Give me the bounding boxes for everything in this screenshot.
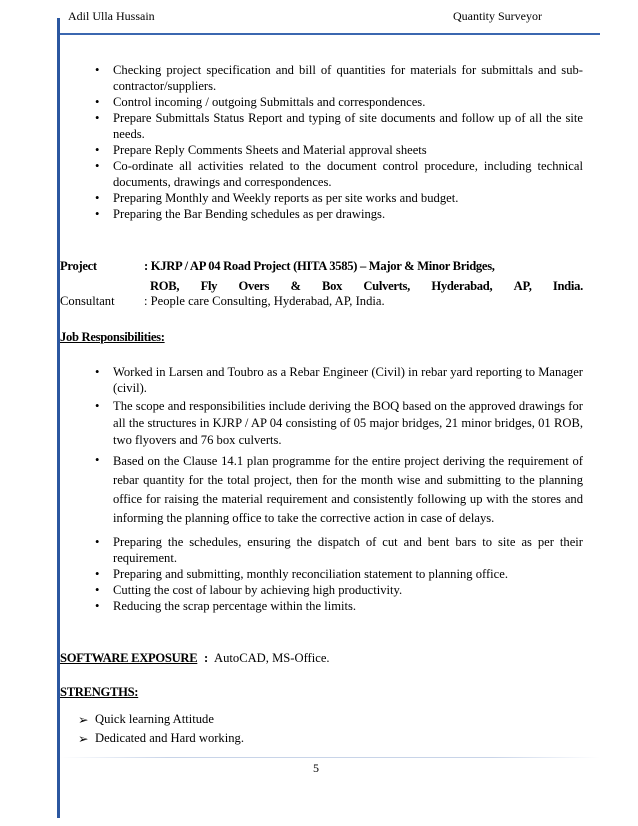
bullet-icon: • [95, 599, 100, 613]
list-item: • Worked in Larsen and Toubro as a Rebar Engineer (Civil) in rebar yard reporting to Manager (civil). [95, 365, 583, 395]
bullet-icon: • [95, 365, 100, 379]
list-item: • Checking project specification and bill of quantities for materials for submittals and sub-contractor/suppliers. [95, 63, 583, 93]
arrow-bullet-icon: ➢ [78, 713, 89, 727]
bullet-icon: • [95, 583, 100, 597]
list-item: • Preparing the schedules, ensuring the dispatch of cut and bent bars to site as per their requirement. [95, 535, 583, 565]
header-role: Quantity Surveyor [453, 9, 542, 23]
bullet-icon: • [95, 567, 100, 581]
list-item: • Preparing Monthly and Weekly reports as per site works and budget. [95, 191, 459, 205]
bullet-icon: • [95, 63, 100, 77]
job-responsibilities-list [95, 364, 583, 614]
consultant-label: Consultant [60, 294, 115, 308]
project-label: Project [60, 259, 97, 273]
list-item: • Prepare Submittals Status Report and typing of site documents and follow up of all the site needs. [95, 111, 583, 141]
job-responsibilities-heading: Job Responsibilities: [60, 330, 165, 344]
bullet-icon: • [95, 207, 100, 221]
project-title-line1: : KJRP / AP 04 Road Project (HITA 3585) – Major & Minor Bridges, [144, 259, 495, 273]
bullet-icon: • [95, 191, 100, 205]
list-item: • Preparing and submitting, monthly reconciliation statement to planning office. [95, 567, 508, 581]
strength-item: Quick learning Attitude [95, 712, 214, 726]
page-number: 5 [313, 761, 319, 775]
duties-list [95, 62, 583, 222]
bullet-icon: • [95, 159, 100, 173]
strength-item: Dedicated and Hard working. [95, 731, 244, 745]
list-item: • Prepare Reply Comments Sheets and Material approval sheets [95, 143, 427, 157]
bullet-icon: • [95, 143, 100, 157]
list-item: • Co-ordinate all activities related to the document control procedure, including technical documents, drawings and correspondences. [95, 159, 583, 189]
bullet-icon: • [95, 111, 100, 125]
strengths-heading: STRENGTHS: [60, 685, 139, 699]
bullet-icon: • [95, 453, 100, 467]
list-item: • Preparing the Bar Bending schedules as per drawings. [95, 207, 386, 221]
software-exposure-label: SOFTWARE EXPOSURE [60, 651, 198, 665]
project-title-line2: ROB, Fly Overs & Box Culverts, Hyderabad, AP, India. [150, 279, 583, 293]
header-rule [60, 33, 600, 35]
arrow-bullet-icon: ➢ [78, 732, 89, 746]
bullet-icon: • [95, 95, 100, 109]
header-name: Adil Ulla Hussain [68, 9, 155, 23]
bullet-icon: • [95, 535, 100, 549]
consultant-value: : People care Consulting, Hyderabad, AP, India. [144, 294, 385, 308]
list-item: • Cutting the cost of labour by achieving high productivity. [95, 583, 403, 597]
list-item: • Based on the Clause 14.1 plan programme for the entire project deriving the requirement of rebar quantity for the total project, then for the month wise and submitting to the planning office for raising the material requirement and consistently following up with the stores and informing the planning office to take the corrective action in case of delays. [95, 453, 583, 525]
list-item: • The scope and responsibilities include deriving the BOQ based on the approved drawings for all the structures in KJRP / AP 04 consisting of 05 major bridges, 21 minor bridges, 01 ROB, two flyovers and 76 box culverts. [95, 399, 583, 447]
bullet-icon: • [95, 399, 100, 413]
footer-rule [60, 757, 600, 758]
list-item: • Reducing the scrap percentage within the limits. [95, 599, 357, 613]
list-item: • Control incoming / outgoing Submittals and correspondences. [95, 95, 426, 109]
software-exposure-value: AutoCAD, MS-Office. [214, 651, 330, 665]
software-exposure-colon: : [204, 651, 208, 665]
